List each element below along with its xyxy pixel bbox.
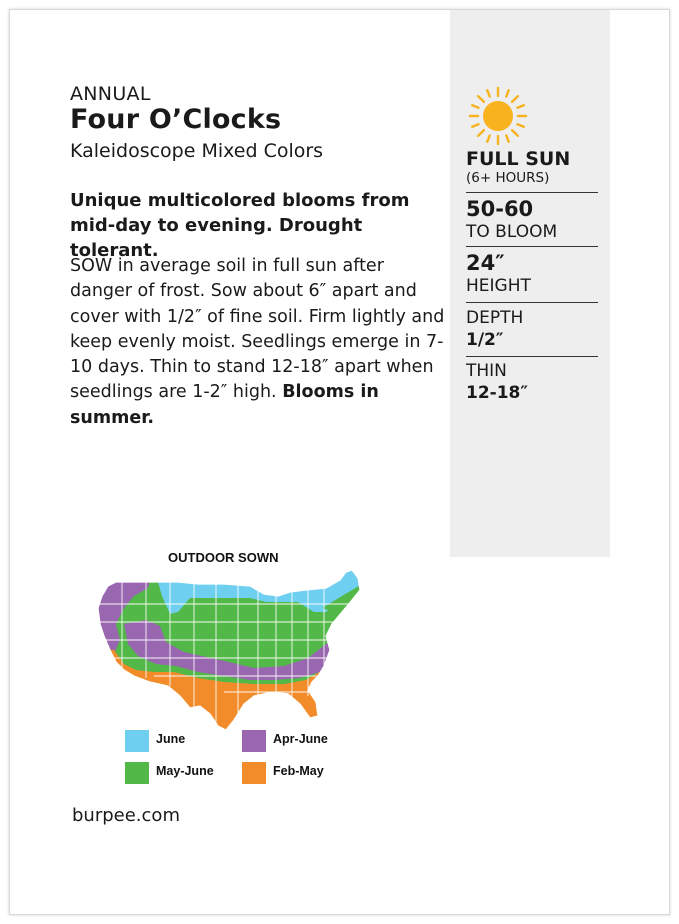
divider <box>466 192 598 193</box>
sowing-instructions <box>70 254 450 431</box>
height-label: HEIGHT <box>466 276 531 296</box>
plant-variety: Kaleidoscope Mixed Colors <box>70 140 324 162</box>
growing-info-panel <box>450 10 610 557</box>
legend-label: June <box>156 732 186 746</box>
legend-item-apr-june <box>242 730 352 752</box>
map-title: OUTDOOR SOWN <box>168 550 279 565</box>
depth-value: 1/2″ <box>466 330 504 350</box>
divider <box>466 356 598 357</box>
legend-swatch-june <box>125 730 149 752</box>
legend-item-may-june <box>125 762 235 784</box>
legend-item-june <box>125 730 235 752</box>
legend-item-feb-may <box>242 762 352 784</box>
days-to-bloom <box>466 197 598 243</box>
thinning-spacing <box>466 360 598 404</box>
sowing-instructions-text: SOW in average soil in full sun after danger of frost. Sow about 6″ apart and cover with 1/2″ of fine soil. Firm lightly and keep evenly moist. Seedlings emerge in 7-10 days. Thin to stand 12-18″ apart when seedlings are 1-2″ high. <box>70 256 445 403</box>
plant-name: Four O’Clocks <box>70 104 282 135</box>
legend-swatch-may-june <box>125 762 149 784</box>
legend-swatch-feb-may <box>242 762 266 784</box>
bloom-season: Blooms in summer. <box>70 382 379 428</box>
website-link[interactable]: burpee.com <box>72 805 180 826</box>
sun-requirement <box>466 147 598 185</box>
sun-value: FULL SUN <box>466 148 571 170</box>
depth-label: DEPTH <box>466 308 524 328</box>
legend-swatch-apr-june <box>242 730 266 752</box>
sun-note: (6+ HOURS) <box>466 170 550 186</box>
legend-label: May-June <box>156 764 214 778</box>
legend-label: Apr-June <box>273 732 328 746</box>
bloom-value: 50-60 <box>466 197 534 221</box>
bloom-label: TO BLOOM <box>466 222 558 242</box>
thin-label: THIN <box>466 361 507 381</box>
sowing-depth <box>466 307 598 351</box>
legend-label: Feb-May <box>273 764 324 778</box>
us-sowing-map <box>94 568 362 732</box>
divider <box>466 246 598 247</box>
plant-category: ANNUAL <box>70 83 151 105</box>
height-value: 24″ <box>466 251 505 275</box>
plant-height <box>466 251 598 297</box>
divider <box>466 302 598 303</box>
thin-value: 12-18″ <box>466 383 528 403</box>
plant-tagline: Unique multicolored blooms from mid-day to evening. Drought tolerant. <box>70 190 410 261</box>
seed-packet-back <box>9 9 670 915</box>
sun-icon <box>468 86 528 146</box>
